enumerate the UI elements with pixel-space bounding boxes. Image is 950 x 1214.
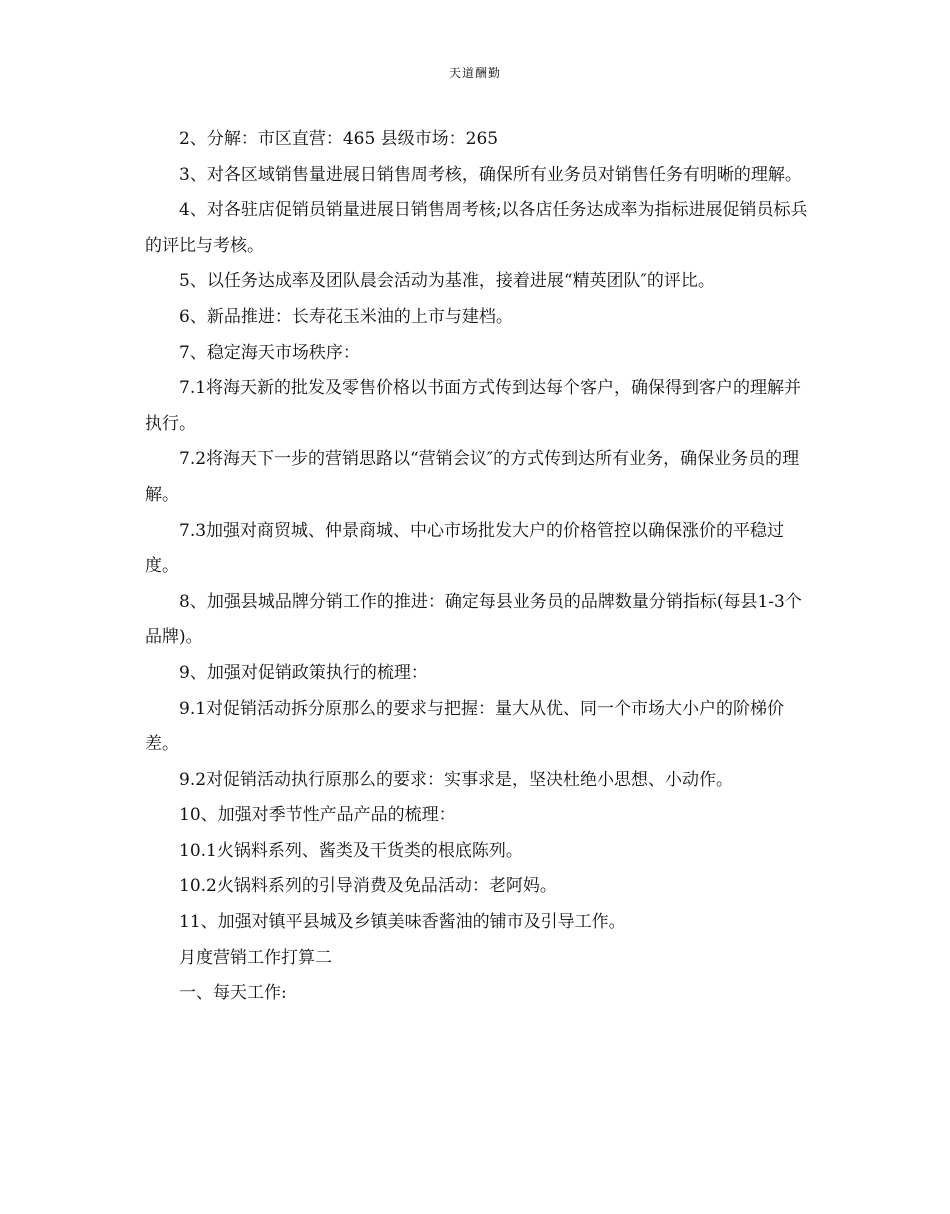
- paragraph: 11、加强对镇平县城及乡镇美味香酱油的铺市及引导工作。: [179, 912, 626, 933]
- paragraph: 7.3加强对商贸城、仲景商城、中心市场批发大户的价格管控以确保涨价的平稳过度。: [145, 520, 785, 577]
- paragraph: 7、稳定海天市场秩序：: [179, 342, 360, 363]
- paragraph: 6、新品推进：长寿花玉米油的上市与建档。: [179, 306, 513, 327]
- paragraph: 9、加强对促销政策执行的梳理：: [179, 662, 428, 683]
- section-heading: 月度营销工作打算二: [179, 947, 332, 968]
- paragraph: 10、加强对季节性产品产品的梳理：: [179, 805, 456, 826]
- paragraph: 8、加强县城品牌分销工作的推进：确定每县业务员的品牌数量分销指标(每县1-3个品牌)。: [145, 591, 802, 648]
- paragraph: 10.1火锅料系列、酱类及干货类的根底陈列。: [179, 840, 523, 861]
- paragraph: 5、以任务达成率及团队晨会活动为基准，接着进展“精英团队″的评比。: [179, 271, 715, 292]
- paragraph: 一、每天工作:: [179, 983, 287, 1004]
- paragraph: 10.2火锅料系列的引导消费及免品活动：老阿妈。: [179, 876, 557, 897]
- paragraph: 9.1对促销活动拆分原那么的要求与把握：量大从优、同一个市场大小户的阶梯价差。: [145, 698, 785, 755]
- paragraph: 7.1将海天新的批发及零售价格以书面方式传到达每个客户，确保得到客户的理解并执行。: [145, 378, 802, 434]
- paragraph: 2、分解：市区直营：465 县级市场：265: [179, 129, 499, 149]
- paragraph: 3、对各区域销售量进展日销售周考核，确保所有业务员对销售任务有明晰的理解。: [179, 164, 802, 185]
- paragraph: 7.2将海天下一步的营销思路以“营销会议″的方式传到达所有业务，确保业务员的理解。: [145, 449, 800, 505]
- paragraph: 9.2对促销活动执行原那么的要求：实事求是，坚决杜绝小思想、小动作。: [179, 769, 734, 790]
- paragraph: 4、对各驻店促销员销量进展日销售周考核;以各店任务达成率为指标进展促销员标兵的评比与考核。: [145, 200, 808, 256]
- document-body: [145, 122, 810, 1012]
- page-header: 天道酬勤: [448, 66, 501, 80]
